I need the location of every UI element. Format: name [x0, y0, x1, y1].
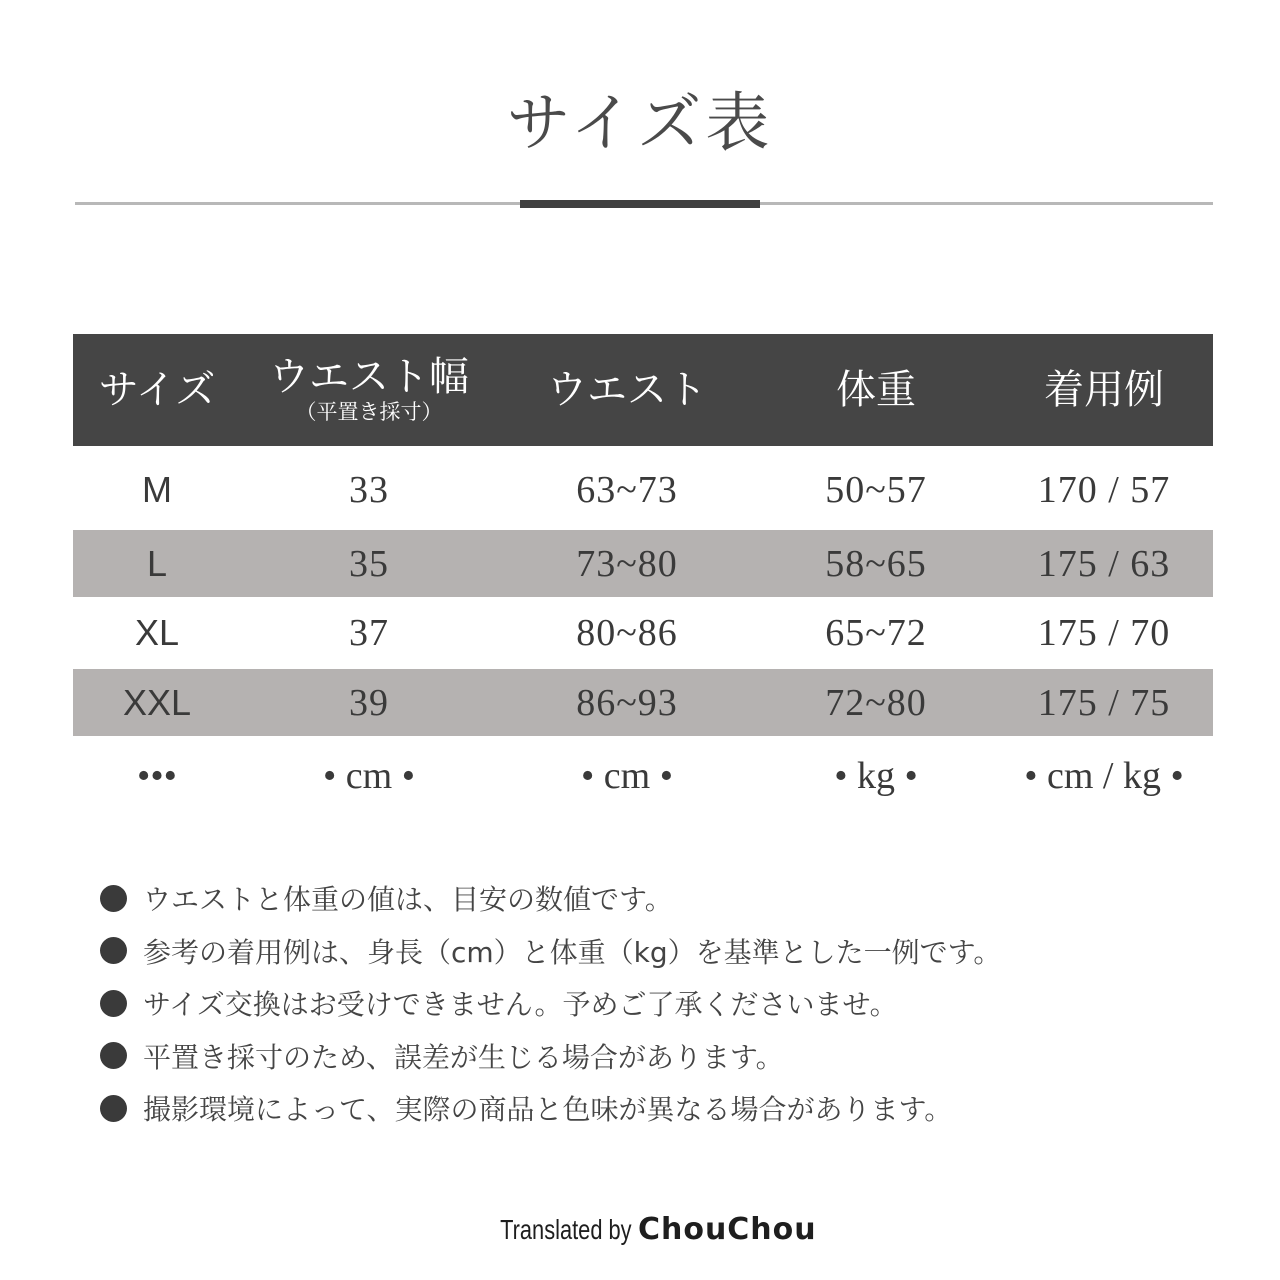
header-example-label: 着用例 — [1044, 367, 1164, 413]
cell-weight: 50~57 — [825, 468, 927, 511]
title-underline-accent — [520, 200, 760, 208]
list-item — [100, 977, 1200, 1030]
header-waist-width — [241, 334, 497, 446]
cell-waist: 63~73 — [576, 468, 678, 511]
cell-size: XXL — [122, 681, 192, 723]
cell-waist: 86~93 — [576, 681, 678, 724]
bullet-icon — [100, 990, 127, 1017]
notes-list — [100, 872, 1200, 1135]
header-weight-label: 体重 — [836, 367, 916, 413]
cell-waist: 73~80 — [576, 542, 678, 585]
cell-example: 170 / 57 — [1037, 468, 1171, 511]
page-title: サイズ表 — [506, 87, 774, 161]
unit-waist: • cm • — [580, 755, 674, 797]
bullet-icon — [100, 1042, 127, 1069]
bullet-icon — [100, 937, 127, 964]
header-size — [73, 334, 241, 446]
cell-waist-width: 35 — [349, 542, 389, 585]
table-header-row — [73, 334, 1213, 446]
header-waist — [497, 334, 757, 446]
list-item — [100, 1082, 1200, 1135]
footer-prefix: Translated by — [500, 1214, 632, 1245]
bullet-icon — [100, 885, 127, 912]
note-text: 平置き採寸のため、誤差が生じる場合があります。 — [143, 1040, 784, 1074]
cell-waist-width: 33 — [349, 468, 389, 511]
cell-example: 175 / 70 — [1037, 611, 1171, 654]
footer-brand-logo: ChouChou — [637, 1212, 817, 1247]
cell-weight: 72~80 — [825, 681, 927, 724]
header-weight — [757, 334, 995, 446]
cell-waist-width: 37 — [349, 611, 389, 654]
table-row — [73, 599, 1213, 666]
cell-example: 175 / 63 — [1037, 542, 1171, 585]
header-size-label: サイズ — [98, 367, 216, 413]
cell-example: 175 / 75 — [1037, 681, 1171, 724]
cell-weight: 65~72 — [825, 611, 927, 654]
note-text: ウエストと体重の値は、目安の数値です。 — [143, 883, 673, 917]
list-item — [100, 872, 1200, 925]
table-row — [73, 530, 1213, 597]
header-waist-width-sub: （平置き採寸） — [295, 400, 443, 425]
list-item — [100, 925, 1200, 978]
cell-waist: 80~86 — [576, 611, 678, 654]
header-waist-label: ウエスト — [547, 367, 707, 413]
bullet-icon — [100, 1095, 127, 1122]
unit-size: ••• — [137, 755, 177, 797]
cell-size: XL — [134, 611, 180, 653]
header-waist-width-label: ウエスト幅 — [269, 354, 469, 401]
table-row — [73, 456, 1213, 523]
unit-waist-width: • cm • — [322, 755, 416, 797]
note-text: サイズ交換はお受けできません。予めご了承くださいませ。 — [143, 988, 898, 1022]
cell-size: M — [142, 468, 172, 510]
header-example — [995, 334, 1213, 446]
note-text: 参考の着用例は、身長（cm）と体重（kg）を基準とした一例です。 — [143, 935, 1002, 969]
cell-waist-width: 39 — [349, 681, 389, 724]
cell-size: L — [146, 542, 168, 584]
table-row — [73, 669, 1213, 736]
table-unit-row — [73, 736, 1213, 816]
footer-credit — [0, 1212, 1280, 1247]
list-item — [100, 1030, 1200, 1083]
unit-example: • cm / kg • — [1024, 755, 1184, 797]
cell-weight: 58~65 — [825, 542, 927, 585]
size-table — [73, 334, 1213, 816]
note-text: 撮影環境によって、実際の商品と色味が異なる場合があります。 — [143, 1093, 953, 1127]
unit-weight: • kg • — [834, 755, 918, 797]
